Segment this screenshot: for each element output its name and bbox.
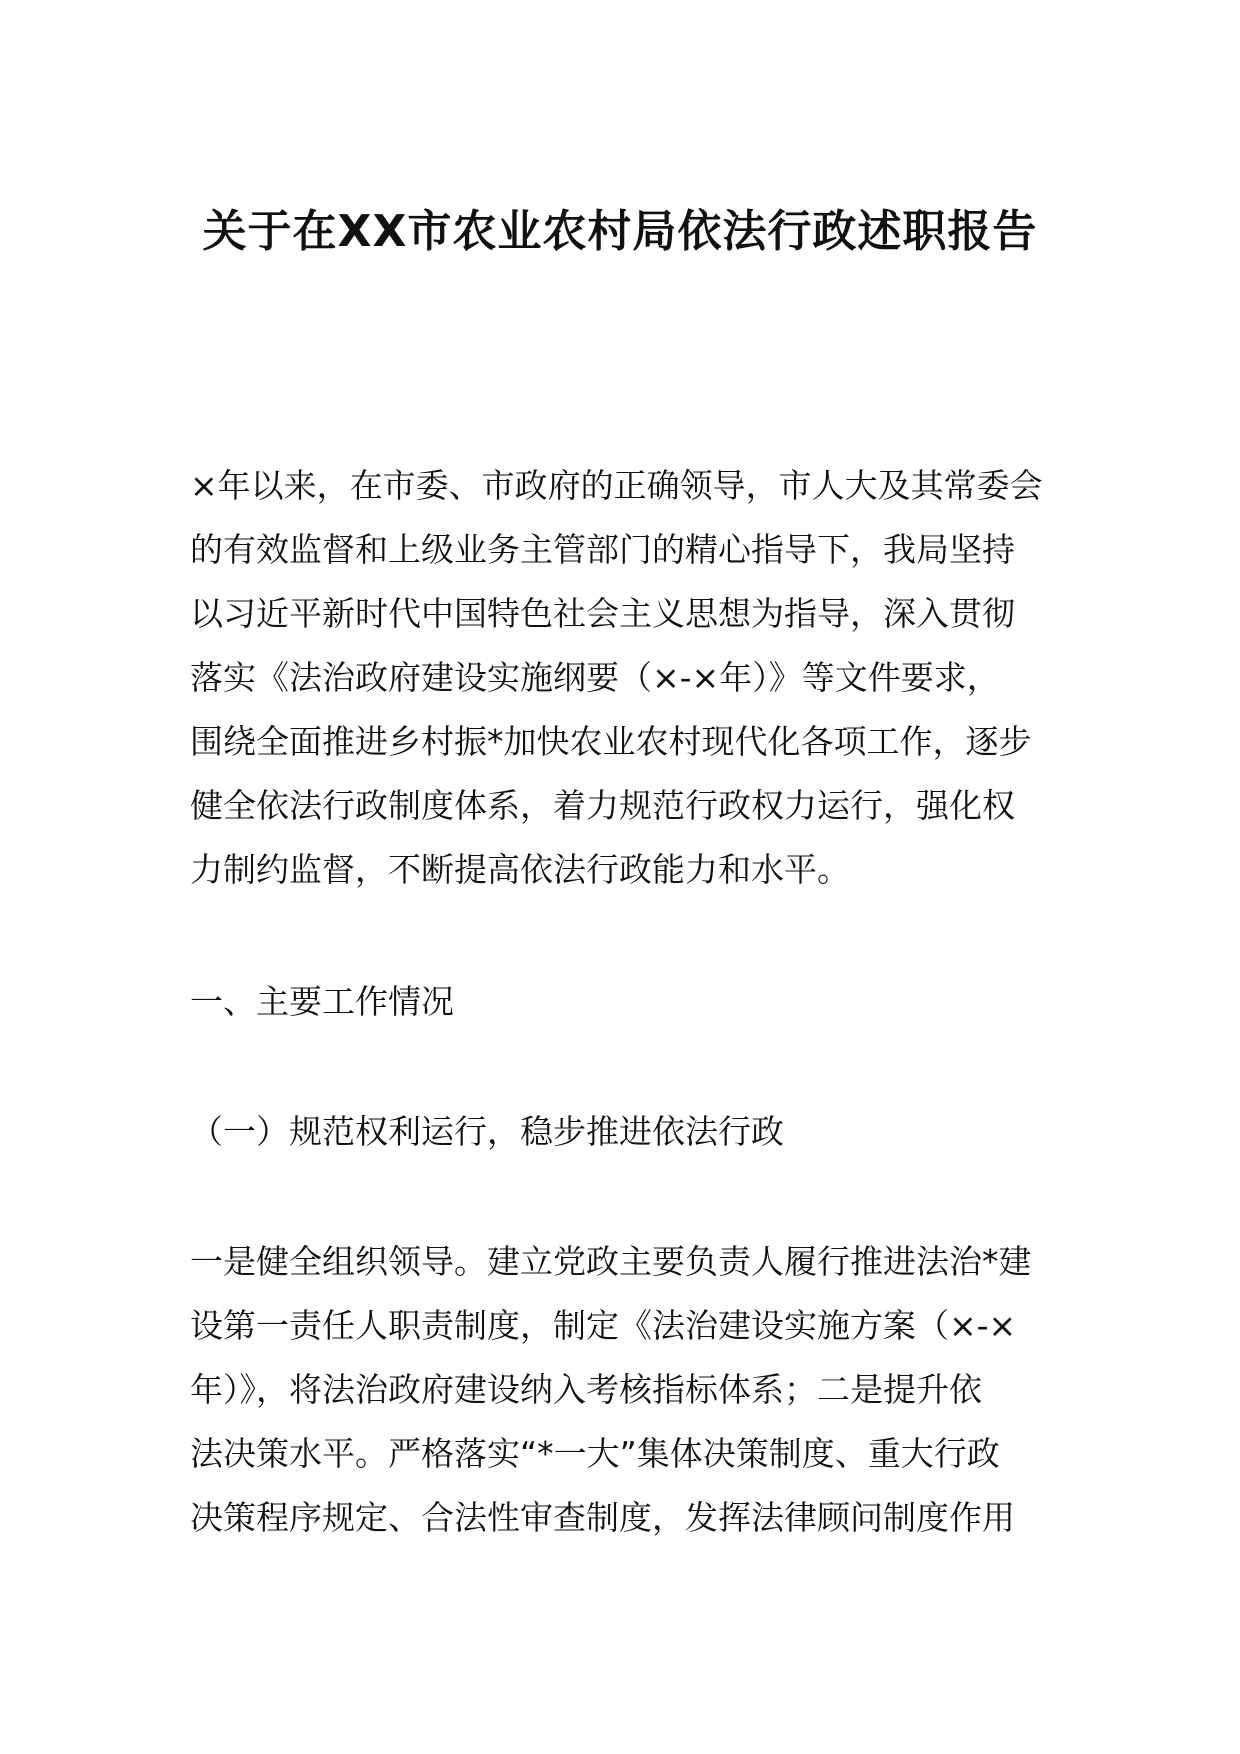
paragraph-line: 健全依法行政制度体系，着力规范行政权力运行，强化权 xyxy=(190,786,1015,825)
paragraph-line: 设第一责任人职责制度，制定《法治建设实施方案（×-× xyxy=(190,1306,1017,1345)
paragraph-line: 围绕全面推进乡村振*加快农业农村现代化各项工作，逐步 xyxy=(190,722,1032,761)
paragraph-line: 年）》，将法治政府建设纳入考核指标体系；二是提升依 xyxy=(190,1370,982,1409)
paragraph-line: ×年以来，在市委、市政府的正确领导，市人大及其常委会 xyxy=(190,466,1043,505)
section-heading xyxy=(190,970,1060,1034)
section-heading-text: 一、主要工作情况 xyxy=(190,982,454,1021)
intro-paragraph xyxy=(190,454,1060,902)
paragraph-line: 的有效监督和上级业务主管部门的精心指导下，我局坚持 xyxy=(190,530,1015,569)
paragraph-line: 以习近平新时代中国特色社会主义思想为指导，深入贯彻 xyxy=(190,594,1015,633)
subsection-heading xyxy=(190,1100,1060,1164)
subsection-heading-text: （一）规范权利运行，稳步推进依法行政 xyxy=(190,1112,784,1151)
paragraph-line: 落实《法治政府建设实施纲要（×-×年）》等文件要求， xyxy=(190,658,1000,697)
paragraph-line: 法决策水平。严格落实“*一大”集体决策制度、重大行政 xyxy=(190,1434,1000,1473)
paragraph-line: 决策程序规定、合法性审查制度，发挥法律顾问制度作用 xyxy=(190,1498,1015,1537)
document-title: 关于在XX市农业农村局依法行政述职报告 xyxy=(202,206,1038,257)
paragraph-line: 力制约监督，不断提高依法行政能力和水平。 xyxy=(190,850,850,889)
body-paragraph xyxy=(190,1230,1060,1550)
paragraph-line: 一是健全组织领导。建立党政主要负责人履行推进法治*建 xyxy=(190,1242,1032,1281)
